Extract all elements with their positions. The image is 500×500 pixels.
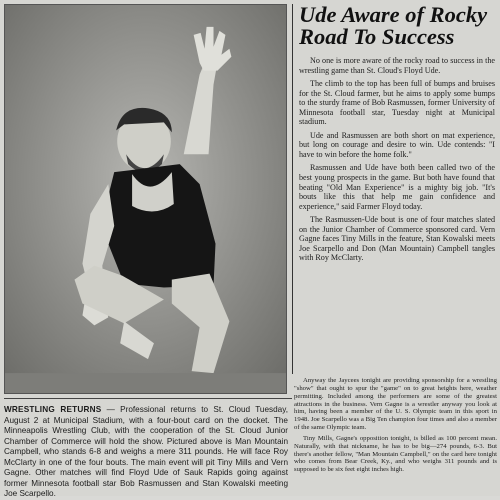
bottom-column (294, 377, 497, 477)
wrestler-photo-image (5, 5, 286, 393)
article-paragraph: No one is more aware of the rocky road to success in the wrestling game than St. Cloud's Floyd Ude. (299, 56, 495, 75)
caption-kicker: WRESTLING RETURNS (4, 405, 102, 414)
article-paragraph: Ude and Rasmussen are both short on mat experience, but long on courage and desire to win. Ude contends: "I have to win before the home folk." (299, 130, 495, 159)
wrestler-photo (4, 4, 287, 394)
article-paragraph: The Rasmussen-Ude bout is one of four matches slated on the Junior Chamber of Commerce sponsored card. Vern Gagne faces Tiny Mills in the feature, Stan Kowalski meets Joe Scarpello and Don (Man Mountain) Campbell tangles with Roy McClarty. (299, 215, 495, 263)
article-paragraph: The climb to the top has been full of bumps and bruises for the St. Cloud farmer, but he aims to apply some bumps to the sturdy frame of Bob Rasmussen, former University of Minnesota football star, Tuesday night at Municipal stadium. (299, 79, 495, 127)
article-column (299, 4, 495, 374)
caption-text: — Professional returns to St. Cloud Tuesday, August 2 at Municipal Stadium, with a four-bout card on the docket. The Minneapolis Wrestling Club, with the cooperation of the St. Cloud Junior Chamber of Commerce will hold the show. Pictured above is Man Mountain Campbell, who stands 6-8 and weighs a mere 311 pounds. He will face Roy McClarty in one of the four bouts. The main event will pit Tiny Mills and Vern Gagne. Other matches will find Floyd Ude of Sauk Rapids going against former Minnesota football star Bob Rasmussen and Stan Kowalski meeting Joe Scarpello. (4, 405, 288, 498)
column-divider (292, 4, 293, 374)
photo-caption (4, 405, 288, 500)
caption-rule (4, 398, 292, 399)
bottom-paragraph: Anyway the Jaycees tonight are providing sponsorship for a wrestling "show" that ought to spur the "game" on to great heights here, weather permitting. Included among the performers are some of the greatest attractions in the business. Vern Gagne is a wrestler anyway you look at him, having been a member of the U. S. Olympic team in this sport in 1948. Joe Scarpello was a Big Ten champion four times and also a member of the same Olympic team. (294, 377, 497, 432)
bottom-paragraph: Tiny Mills, Gagne's opposition tonight, is billed as 100 percent mean. Naturally, with that nickname, he has to be big—274 pounds, 6-3. But there's another fellow, "Man Mountain Campbell," on the card here tonight who comes from Bear Creek, Ky., and who weighs 311 pounds and is supposed to be six feet eight inches high. (294, 434, 497, 474)
article-paragraph: Rasmussen and Ude have both been called two of the best young prospects in the game. But both have found that beating "Old Man Experience" is a mighty big job. "It's bouts like this that help me gain confidence and experience," said Farmer Floyd today. (299, 163, 495, 211)
article-headline: Ude Aware of Rocky Road To Success (299, 4, 488, 49)
